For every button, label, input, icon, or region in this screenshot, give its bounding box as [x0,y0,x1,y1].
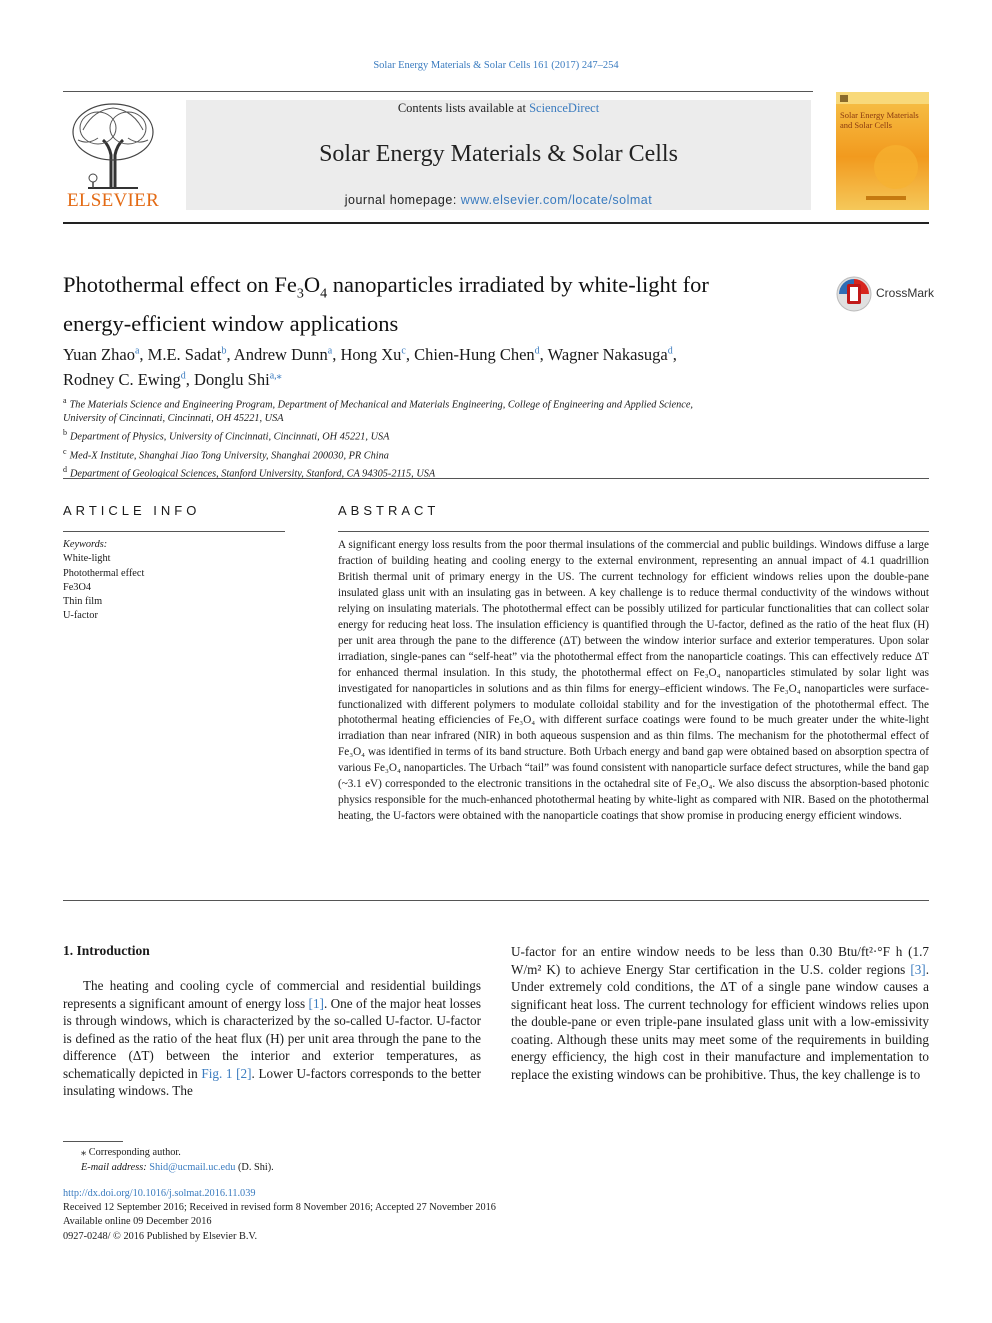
homepage-prefix: journal homepage: [344,193,461,207]
journal-citation[interactable]: Solar Energy Materials & Solar Cells 161 (2017) 247–254 [373,60,619,71]
title-text-2: O [303,272,321,297]
keyword: U-factor [63,610,98,622]
abstract-text: A significant energy loss results from the poor thermal insulations of the commercial and public buildings. Windows diffuse a large fraction of building heating and cooling energy to the external environment, representing an annual impact of 4.1 quadrillion British thermal unit of primary energy in the US. The current technology for efficient windows relies upon the double-pane insulated glass unit with an insulating gas in between. A key challenge is to reduce thermal conductivity of the windows without relying on insulating materials. The photothermal effect can be possibly utilized for particular functionalities that can collect solar energy for reducing heat loss. The insulation efficiency is quantified through the U-factor, defined as the ratio of the heat flux (H) per unit area through the pane to the difference (ΔT) between the window interior surface and exterior temperatures. Upon solar irradiation, single-panes can “self-heat” via the photothermal effect from the nanoparticle coatings. This can effectively reduce ΔT for enhanced thermal insulation. In this study, the photothermal effect on Fe₃O₄ nanoparticles stimulated by solar light was investigated for nanoparticles in solutions and as thin films for energy–efficient windows. The Fe₃O₄ nanoparticles were surface-functionalized with different polymers to modulate colloidal stability and for the investigation of the photothermal effect. The photothermal heating efficiencies of Fe₃O₄ with different surface coatings were found to be much greater under the white-light irradiation than near infrared (NIR) in both aqueous suspension and as thin films. The mechanism for the photothermal effect of Fe₃O₄ was identified in terms of its band structure. Both Urbach energy and band gap were obtained based on absorption spectra of various Fe₃O₄ nanoparticles. The Urbach “tail” was found consistent with nanoparticle surface defect structures, while the band gap (~3.1 eV) corresponded to the electronic transitions in the octahedral site of Fe₃O₄. We also discuss the absorption-based photonic physics responsible for the much-enhanced photothermal heating by white-light as compared with NIR. Based on the photothermal heating, the U-factors were obtained with the nanoparticle coatings that show promise in producing energy efficient windows. [338,539,929,823]
keywords-block [63,538,293,624]
elsevier-tree-icon [63,100,163,190]
body-column-right [511,943,929,1083]
affiliation: $^b$ Department of Physics, University of Cincinnati, Cincinnati, OH 45221, USA [63,428,390,443]
reference-link[interactable]: [2] [236,1065,252,1081]
author[interactable]: Hong Xu$^c$, [340,344,415,364]
title-sub-2: 4 [320,286,328,302]
sciencedirect-link[interactable]: ScienceDirect [529,101,600,115]
contents-prefix: Contents lists available at [397,101,530,115]
email-link[interactable]: Shid@ucmail.uc.edu [149,1162,236,1173]
elsevier-logo[interactable] [63,100,163,212]
figure-link[interactable]: Fig. 1 [201,1065,233,1081]
article-info-heading: ARTICLE INFO [63,503,201,518]
crossmark-badge[interactable] [836,276,936,312]
intro-paragraph-continued: U-factor for an entire window needs to be less than 0.30 Btu/ft²·°F h (1.7 W/m² K) to achieve Energy Star certification in the U.S. colder regions [3]. Under extremely cold conditions, the ΔT of a single pane window causes a significant heat loss. The current technology for efficient windows relies upon the double-pane or even triple-pane insulated glass unit with a low-emissivity coating. Although these units may meet some of the requirements in building energy efficiency, the high cost in their manufacture and implementation to replace the existing windows can be prohibitive. Thus, the key challenge is to [511,944,929,1082]
author[interactable]: Chien-Hung Chen$^d$, [414,344,548,364]
affiliations [63,394,823,482]
journal-homepage [186,193,811,207]
intro-paragraph: The heating and cooling cycle of commercial and residential buildings represents a significant amount of energy loss [1]. One of the major heat losses is through windows, which is characterized by the so-called U-factor. U-factor is defined as the ratio of the heat flux (H) per unit area through the pane to the difference (ΔT) between the interior and exterior temperatures, as schematically depicted in Fig. 1 [2]. Lower U-factors corresponds to the better insulating windows. The [63,978,482,1098]
journal-cover-image[interactable] [836,92,929,210]
email-note: E-mail address: Shid@ucmail.uc.edu (D. Shi). [81,1162,274,1173]
keyword: Fe3O4 [63,581,92,593]
crossmark-label: CrossMark [876,286,935,300]
header-bottom-rule [63,222,929,224]
reference-link[interactable]: [1] [308,995,324,1011]
title-text-3: nanoparticles irradiated by white-light for [327,272,709,297]
crossmark-icon [836,276,872,312]
author[interactable]: M.E. Sadat$^b$, [147,344,234,364]
author[interactable]: Rodney C. Ewing$^d$, [63,370,195,389]
cover-title-line1: Solar Energy Materials [840,110,919,120]
publication-info [63,1187,663,1244]
article-info-rule [63,531,285,532]
author[interactable]: Wagner Nakasuga$^d$, [547,344,677,364]
front-matter-end-rule [63,900,929,901]
received-dates: Received 12 September 2016; Received in revised form 8 November 2016; Accepted 27 November 2016 [63,1202,496,1214]
body-column-left [63,977,481,1100]
article-title [63,270,823,338]
footnotes [63,1145,563,1175]
elsevier-wordmark: ELSEVIER [66,190,160,211]
keyword: Photothermal effect [63,567,145,579]
abstract-rule [338,531,929,532]
author[interactable]: Yuan Zhao$^a$, [63,344,148,364]
title-line-2: energy-efficient window applications [63,310,399,336]
author[interactable]: Donglu Shi$^{a,⁎}$ [194,370,282,389]
corresponding-author-note: ⁎ Corresponding author. [81,1147,181,1158]
copyright: 0927-0248/ © 2016 Published by Elsevier B.V. [63,1230,258,1242]
contents-line [186,101,811,116]
homepage-link[interactable]: www.elsevier.com/locate/solmat [460,193,653,207]
section-rule [63,478,929,479]
cover-title-line2: and Solar Cells [840,120,892,130]
keyword: White-light [63,553,111,565]
journal-title: Solar Energy Materials & Solar Cells [319,141,678,167]
title-sub-1: 3 [296,286,304,302]
header-top-rule [63,91,813,92]
footnote-rule [63,1141,123,1142]
affiliation: $^d$ Department of Geological Sciences, Stanford University, Stanford, CA 94305-2115, USA [63,465,436,480]
author-list [63,340,843,391]
affiliation: $^c$ Med-X Institute, Shanghai Jiao Tong University, Shanghai 200030, PR China [63,446,389,462]
keywords-label: Keywords: [63,539,108,550]
author[interactable]: Andrew Dunn$^a$, [233,344,341,364]
available-online: Available online 09 December 2016 [63,1216,212,1228]
doi-link[interactable]: http://dx.doi.org/10.1016/j.solmat.2016.11.039 [63,1188,256,1199]
affiliation: $^a$ The Materials Science and Engineering Program, Department of Mechanical and Materials Engineering, College of Engineering and Applied Science, University of Cincinnati, Cincinnati, OH 45221, USA [63,396,693,425]
keyword: Thin film [63,596,103,608]
abstract-heading: ABSTRACT [338,503,440,518]
section-heading-introduction: 1. Introduction [63,943,150,958]
reference-link[interactable]: [3] [910,961,926,977]
title-text-1: Photothermal effect on Fe [63,272,297,297]
